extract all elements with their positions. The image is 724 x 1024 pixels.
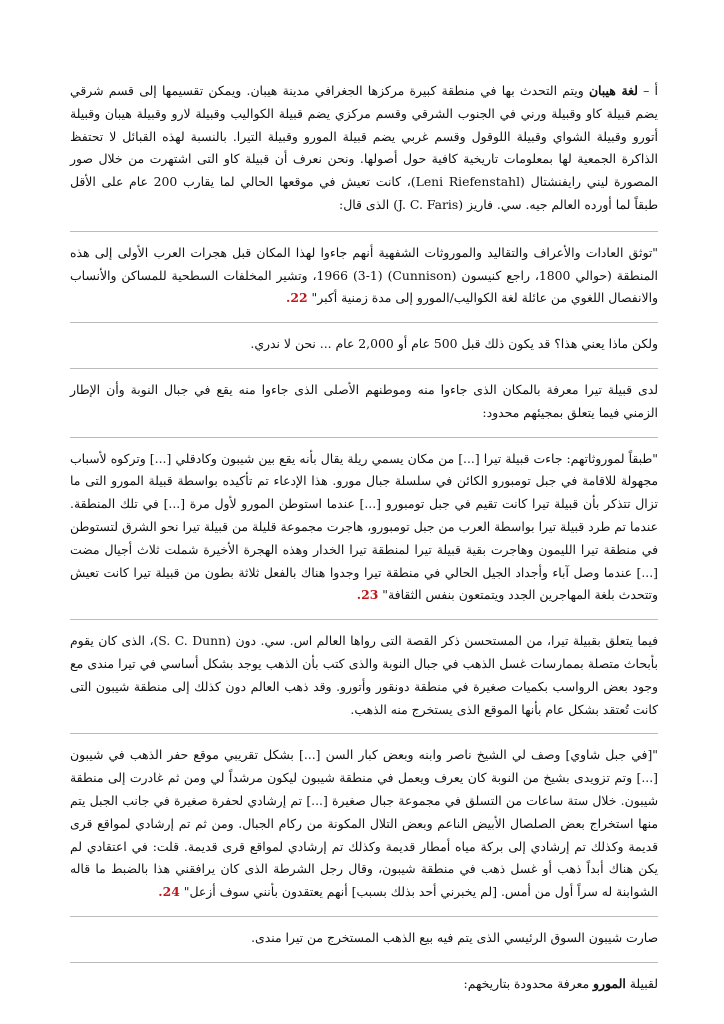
moro-line	[70, 973, 658, 996]
paragraph-divider	[70, 437, 658, 438]
market-line: صارت شيبون السوق الرئيسي الذى يتم فيه بيع الذهب المستخرج من تيرا مندى.	[251, 929, 658, 945]
moro-suffix: معرفة محدودة بتاريخهم:	[463, 975, 594, 991]
footnote-ref-22: 22.	[286, 290, 308, 306]
intro-prefix: أ –	[637, 83, 658, 98]
intro-paragraph	[70, 80, 658, 217]
intro-text: ويتم التحدث بها في منطقة كبيرة مركزها الجغرافي مدينة هيبان. ويمكن تقسيمها إلى قسم شرقي يضم قبيلة كاو وقبيلة ورني في الجنوب الشرقي وقسم مركزي يضم قبيلة الكواليب وقبيلة لارو وقبيلة هيبان وقبيلة أتورو وقبيلة الشواي وقبيلة اللوقول وقسم غربي يضم قبيلة المورو وقبيلة التيرا. بالنسبة لهذه القبائل لا تحتفظ الذاكرة الجمعية لها بمعلومات تاريخية كافية حول أصولها. ونحن نعرف أن قبيلة كاو التى اشتهرت من خلال صور المصورة ليني رايفنشتال (Leni Riefenstahl)، كانت تعيش في موقعها الحالي لما يقارب 200 عام على الأقل طبقاً لما أورده العالم جيه. سي. فاريز (J. C. Faris) الذى قال:	[70, 83, 659, 212]
section-heading: لغة هيبان	[588, 83, 638, 98]
quote-tira	[70, 448, 658, 608]
footnote-ref-24: 24.	[158, 884, 180, 900]
quote-faris	[70, 242, 658, 310]
paragraph-divider	[70, 231, 658, 232]
quote-dunn-text: "[في جبل شاوي] وصف لي الشيخ ناصر وابنه وبعض كبار السن [...] بشكل تقريبي موقع حفر الذهب في شيبون [...] وتم تزويدى بشيخ من النوبة كان يعرف ويعمل في منطقة شيبون ليكون مرشداً لي ومن ثم غادرت إلى منطقة شيبون. خلال ستة ساعات من التسلق في مجموعة جبال صغيرة [...] تم إرشادي لحفرة صغيرة في جانب الجبل يتم منها استخراج بعض الصلصال الأبيض الناعم وبعض التلال المكونة من ركام الجبال. ومن ثم تم إرشادي لمواقع قرى قديمة وكذلك تم إرشادي إلى بركة مياه أمطار قديمة وكذلك تم إرشادي لمواقع قرى قديمة. قلت: في اعتقادي لم يكن هناك أبداً ذهب أو غسل ذهب في منطقة شيبون، وقال رجل الشرطة الذى كان يرافقني هذا بالضبط ما قاله الشوابنة له سراً أول من أمس. [لم يخبرني أحد بذلك بسبب] أنهم يعتقدون بأنني سوف أزعل"	[70, 747, 658, 900]
moro-prefix: لقبيلة	[625, 975, 658, 991]
quote-tira-text: "طبقاً لموروثاتهم: جاءت قبيلة تيرا [...] من مكان يسمي ريلة يقال بأنه يقع بين شيبون وكادقلي [...] وتركوه لأسباب مجهولة للاقامة في جبل تومبورو الكائن في سلسلة جبال مورو. هذا الإدعاء تم تأكيده بواسطة قبيلة المورو التى ما تزال تتذكر بأن قبيلة تيرا كانت تقيم في جبل تومبورو [...] عندما استوطن المورو لأول مرة [...] في تلك المنطقة. عندما تم طرد قبيلة تيرا بواسطة العرب من جبل تومبورو، هاجرت مجموعة قليلة من قبيلة تيرا نحو الشرق لتستوطن في منطقة تيرا الليمون وهاجرت بقية قبيلة تيرا لمنطقة تيرا الخدار وهذه الهجرة الأخيرة شملت ثلاث أجيال مضت [...] عندما وصل آباء وأجداد الجيل الحالي في منطقة تيرا وجدوا هناك بالفعل ثلاثة بطون من قبيلة تيرا كانت تعيش وتتحدث بلغة المهاجرين الجدد ويتمتعون بنفس الثقافة"	[70, 450, 658, 603]
paragraph-divider	[70, 368, 658, 369]
dunn-paragraph: فيما يتعلق بقبيلة تيرا، من المستحسن ذكر القصة التى رواها العالم اس. سي. دون (S. C. Dunn)، الذى كان يقوم بأبحاث متصلة بممارسات غسل الذهب في جبال النوبة والذى كتب بأن الذهب يوجد بشكل أساسي في تيرا مندى مع وجود بعض الرواسب بكميات صغيرة في منطقة دونقور وأتورو. وقد ذهب العالم دون كذلك إلى منطقة شيبون التى كانت تُعتقد بشكل عام بأنها الموقع الذى يستخرج منه الذهب.	[70, 633, 659, 717]
quote-dunn	[70, 744, 658, 904]
question-line: ولكن ماذا يعني هذا؟ قد يكون ذلك قبل 500 عام أو 2,000 عام ... نحن لا ندري.	[250, 336, 658, 352]
paragraph-divider	[70, 962, 658, 963]
paragraph-divider	[70, 322, 658, 323]
tira-intro-paragraph: لدى قبيلة تيرا معرفة بالمكان الذى جاءوا منه وموطنهم الأصلى الذى جاءوا منه يقع في جبال النوبة وأن الإطار الزمني فيما يتعلق بمجيئهم محدود:	[70, 381, 658, 420]
paragraph-divider	[70, 733, 658, 734]
paragraph-divider	[70, 619, 658, 620]
footnote-ref-23: 23.	[356, 587, 379, 603]
document-page	[70, 80, 658, 1008]
paragraph-divider	[70, 916, 658, 917]
moro-name: المورو	[593, 975, 626, 991]
quote-faris-text: "توثق العادات والأعراف والتقاليد والموروثات الشفهية أنهم جاءوا لهذا المكان قبل هجرات العرب الأولى إلى هذه المنطقة (حوالي 1800، راجع كنيسون (Cunnison) 1966 (3-1)، وتشير المخلفات السطحية للمساكن والأنساب والانفصال اللغوي من عائلة لغة الكواليب/المورو إلى مدة زمنية أكبر"	[70, 244, 658, 306]
